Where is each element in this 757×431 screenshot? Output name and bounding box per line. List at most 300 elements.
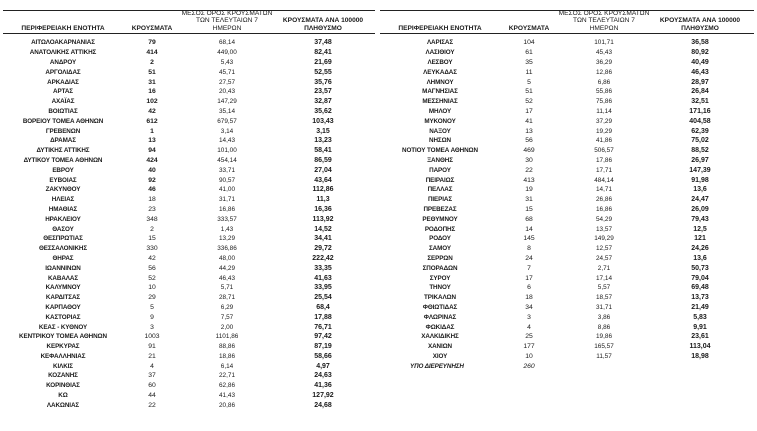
avg7-cell: 11,14 <box>596 107 612 115</box>
avg7-cell: 27,57 <box>219 78 235 86</box>
table-row <box>3 244 375 254</box>
avg7-cell: 75,86 <box>596 98 612 106</box>
table-row <box>3 293 375 303</box>
per100k-cell: 69,48 <box>691 284 709 292</box>
region-cell: ΝΟΤΙΟΥ ΤΟΜΕΑ ΑΘΗΝΩΝ <box>402 147 478 155</box>
region-cell: ΑΝΑΤΟΛΙΚΗΣ ΑΤΤΙΚΗΣ <box>29 49 97 57</box>
region-cell: ΜΥΚΟΝΟΥ <box>424 117 456 125</box>
avg7-cell: 149,29 <box>594 235 614 243</box>
avg7-cell: 2,71 <box>597 264 611 272</box>
per100k-cell: 75,02 <box>691 137 709 145</box>
cases-cell: 3 <box>150 323 154 331</box>
table-header <box>380 11 754 34</box>
avg7-cell: 20,43 <box>219 88 235 96</box>
per100k-cell: 11,3 <box>316 196 330 204</box>
table-row <box>380 175 754 185</box>
region-cell: ΚΑΡΔΙΤΣΑΣ <box>45 294 81 302</box>
table-row <box>3 185 375 195</box>
region-cell: ΚΕΑΣ - ΚΥΘΝΟΥ <box>38 323 88 331</box>
avg7-cell: 12,86 <box>596 68 612 76</box>
per100k-cell: 222,42 <box>312 254 334 262</box>
cases-cell: 14 <box>525 225 533 233</box>
table-row <box>380 322 754 332</box>
cases-cell: 8 <box>527 245 531 253</box>
table-row <box>3 116 375 126</box>
avg7-cell: 336,86 <box>217 245 237 253</box>
avg7-cell: 2,00 <box>220 323 234 331</box>
per100k-cell: 113,04 <box>689 343 711 351</box>
avg7-cell: 36,29 <box>596 58 612 66</box>
region-cell: ΚΕΡΚΥΡΑΣ <box>46 343 80 351</box>
table-row <box>3 156 375 166</box>
cases-cell: 348 <box>146 215 158 223</box>
cases-cell: 5 <box>150 303 154 311</box>
table-row <box>380 254 754 264</box>
avg7-cell: 31,71 <box>219 196 235 204</box>
table-row <box>3 126 375 136</box>
cases-cell: 3 <box>527 313 531 321</box>
cases-cell: 424 <box>146 156 158 164</box>
table-row <box>380 293 754 303</box>
region-cell: ΠΕΙΡΑΙΩΣ <box>425 176 455 184</box>
cases-cell: 102 <box>146 98 158 106</box>
region-cell: ΘΗΡΑΣ <box>52 254 74 262</box>
avg7-cell: 88,86 <box>219 343 235 351</box>
avg7-cell: 90,57 <box>219 176 235 184</box>
avg7-cell: 165,57 <box>594 343 614 351</box>
cases-cell: 104 <box>523 39 535 47</box>
region-cell: ΚΕΝΤΡΙΚΟΥ ΤΟΜΕΑ ΑΘΗΝΩΝ <box>19 333 107 341</box>
per100k-cell: 26,09 <box>691 205 709 213</box>
cases-cell: 19 <box>525 186 533 194</box>
region-cell: ΘΑΣΟΥ <box>52 225 74 233</box>
cases-cell: 5 <box>527 78 531 86</box>
per100k-cell: 27,04 <box>314 166 332 174</box>
per100k-cell: 24,63 <box>314 372 332 380</box>
per100k-cell: 113,92 <box>312 215 334 223</box>
table-row <box>380 58 754 68</box>
per100k-cell: 23,61 <box>691 333 709 341</box>
header-cases: ΚΡΟΥΣΜΑΤΑ <box>131 24 173 32</box>
cases-cell: 56 <box>148 264 156 272</box>
table-row <box>380 283 754 293</box>
per100k-cell: 68,4 <box>316 303 330 311</box>
cases-cell: 21 <box>148 352 156 360</box>
region-cell: ΗΡΑΚΛΕΙΟΥ <box>45 215 81 223</box>
region-cell: ΣΥΡΟΥ <box>429 274 451 282</box>
region-cell: ΛΗΜΝΟΥ <box>426 78 454 86</box>
per100k-cell: 171,16 <box>689 107 711 115</box>
cases-cell: 16 <box>148 88 156 96</box>
avg7-cell: 16,86 <box>219 205 235 213</box>
table-row <box>380 214 754 224</box>
cases-cell: 6 <box>527 284 531 292</box>
cases-cell: 40 <box>148 166 156 174</box>
avg7-cell: 5,57 <box>597 284 611 292</box>
region-cell: ΡΕΘΥΜΝΟΥ <box>422 215 458 223</box>
cases-cell: 30 <box>525 156 533 164</box>
avg7-cell: 41,43 <box>219 392 235 400</box>
region-cell: ΛΑΣΙΘΙΟΥ <box>425 49 455 57</box>
avg7-cell: 46,43 <box>219 274 235 282</box>
region-cell: ΡΟΔΟΥ <box>429 235 451 243</box>
region-cell: ΤΗΝΟΥ <box>429 284 451 292</box>
region-cell: ΜΗΛΟΥ <box>428 107 452 115</box>
cases-cell: 56 <box>525 137 533 145</box>
region-cell: ΛΑΚΩΝΙΑΣ <box>46 401 80 409</box>
cases-cell: 612 <box>146 117 158 125</box>
avg7-cell: 101,71 <box>594 39 614 47</box>
region-cell: ΑΡΤΑΣ <box>53 88 73 96</box>
cases-cell: 60 <box>148 382 156 390</box>
region-cell: ΑΧΑΪΑΣ <box>51 98 75 106</box>
cases-cell: 31 <box>525 196 533 204</box>
per100k-cell: 23,57 <box>314 88 332 96</box>
avg7-cell: 1101,86 <box>215 333 239 341</box>
avg7-cell: 41,86 <box>596 137 612 145</box>
table-row <box>380 48 754 58</box>
per100k-cell: 36,58 <box>691 39 709 47</box>
avg7-cell: 33,71 <box>219 166 235 174</box>
per100k-cell: 32,51 <box>691 98 709 106</box>
region-cell: ΑΙΤΩΛΟΑΚΑΡΝΑΝΙΑΣ <box>31 39 95 47</box>
avg7-cell: 13,29 <box>219 235 235 243</box>
region-cell: ΛΕΥΚΑΔΑΣ <box>423 68 457 76</box>
region-cell: ΑΡΓΟΛΙΔΑΣ <box>45 68 81 76</box>
region-cell: ΡΟΔΟΠΗΣ <box>424 225 456 233</box>
per100k-cell: 18,98 <box>691 352 709 360</box>
per100k-cell: 25,54 <box>314 294 332 302</box>
cases-cell: 469 <box>523 147 535 155</box>
region-cell: ΘΕΣΠΡΩΤΙΑΣ <box>43 235 83 243</box>
avg7-cell: 333,57 <box>217 215 237 223</box>
cases-cell: 37 <box>148 372 156 380</box>
table-row <box>380 332 754 342</box>
avg7-cell: 16,86 <box>596 205 612 213</box>
cases-cell: 23 <box>148 205 156 213</box>
cases-cell: 31 <box>148 78 156 86</box>
table-row <box>3 87 375 97</box>
region-cell: ΔΡΑΜΑΣ <box>50 137 76 145</box>
avg7-cell: 11,57 <box>596 352 612 360</box>
region-cell: ΚΑΣΤΟΡΙΑΣ <box>45 313 81 321</box>
avg7-cell: 147,29 <box>217 98 237 106</box>
avg7-cell: 3,14 <box>220 127 234 135</box>
header-region: ΠΕΡΙΦΕΡΕΙΑΚΗ ΕΝΟΤΗΤΑ <box>398 24 482 32</box>
per100k-cell: 14,52 <box>314 225 332 233</box>
per100k-cell: 33,95 <box>314 284 332 292</box>
avg7-cell: 14,71 <box>596 186 612 194</box>
avg7-cell: 17,14 <box>596 274 612 282</box>
region-cell: ΑΡΚΑΔΙΑΣ <box>47 78 79 86</box>
table-row <box>380 185 754 195</box>
region-cell: ΜΑΓΝΗΣΙΑΣ <box>422 88 458 96</box>
region-cell: ΚΟΡΙΝΘΙΑΣ <box>46 382 80 390</box>
table-row <box>3 322 375 332</box>
region-cell: ΣΑΜΟΥ <box>429 245 451 253</box>
avg7-cell: 24,57 <box>596 254 612 262</box>
table-row <box>380 146 754 156</box>
cases-cell: 15 <box>148 235 156 243</box>
per100k-cell: 21,69 <box>314 58 332 66</box>
cases-cell: 10 <box>148 284 156 292</box>
cases-cell: 18 <box>525 294 533 302</box>
region-cell: ΒΟΙΩΤΙΑΣ <box>48 107 78 115</box>
per100k-cell: 40,49 <box>691 58 709 66</box>
region-cell: ΕΥΒΟΙΑΣ <box>49 176 77 184</box>
region-cell: ΒΟΡΕΙΟΥ ΤΟΜΕΑ ΑΘΗΝΩΝ <box>22 117 104 125</box>
avg7-cell: 506,57 <box>594 147 614 155</box>
region-cell: ΧΑΛΚΙΔΙΚΗΣ <box>421 333 459 341</box>
avg7-cell: 7,57 <box>220 313 234 321</box>
per100k-cell: 28,97 <box>691 78 709 86</box>
cases-cell: 4 <box>527 323 531 331</box>
per100k-cell: 21,49 <box>691 303 709 311</box>
per100k-cell: 26,97 <box>691 156 709 164</box>
per100k-cell: 87,19 <box>314 343 332 351</box>
per100k-cell: 26,84 <box>691 88 709 96</box>
region-cell: ΣΕΡΡΩΝ <box>427 254 453 262</box>
cases-cell: 2 <box>150 58 154 66</box>
per100k-cell: 62,39 <box>691 127 709 135</box>
avg7-cell: 48,00 <box>219 254 235 262</box>
per100k-cell: 80,92 <box>691 49 709 57</box>
table-row <box>380 312 754 322</box>
avg7-cell: 18,86 <box>219 352 235 360</box>
avg7-cell: 41,00 <box>219 186 235 194</box>
cases-cell: 41 <box>525 117 533 125</box>
cases-cell: 260 <box>523 362 535 370</box>
region-cell: ΚΙΛΚΙΣ <box>53 362 73 370</box>
region-cell: ΚΟΖΑΝΗΣ <box>48 372 78 380</box>
region-cell: ΝΗΣΩΝ <box>429 137 451 145</box>
table-row <box>380 136 754 146</box>
table-row <box>3 97 375 107</box>
region-cell: ΚΕΦΑΛΛΗΝΙΑΣ <box>40 352 86 360</box>
avg7-cell: 55,86 <box>596 88 612 96</box>
cases-cell: 44 <box>148 392 156 400</box>
table-row <box>380 116 754 126</box>
per100k-cell: 24,47 <box>691 196 709 204</box>
region-cell: ΦΘΙΩΤΙΔΑΣ <box>422 303 458 311</box>
per100k-cell: 76,71 <box>314 323 332 331</box>
cases-cell: 145 <box>523 235 535 243</box>
avg7-cell: 484,14 <box>594 176 614 184</box>
avg7-cell: 101,00 <box>217 147 237 155</box>
table-row <box>3 136 375 146</box>
under-investigation-row <box>380 361 754 371</box>
region-cell: ΔΥΤΙΚΟΥ ΤΟΜΕΑ ΑΘΗΝΩΝ <box>23 156 103 164</box>
avg7-cell: 449,00 <box>217 49 237 57</box>
avg7-cell: 12,57 <box>596 245 612 253</box>
region-cell: ΠΡΕΒΕΖΑΣ <box>423 205 457 213</box>
per100k-cell: 147,39 <box>689 166 711 174</box>
cases-cell: 1003 <box>144 333 160 341</box>
per100k-cell: 29,72 <box>314 245 332 253</box>
avg7-cell: 679,57 <box>217 117 237 125</box>
table-row <box>380 352 754 362</box>
avg7-cell: 6,29 <box>220 303 234 311</box>
cases-cell: 52 <box>525 98 533 106</box>
avg7-cell: 44,29 <box>219 264 235 272</box>
per100k-cell: 58,41 <box>314 147 332 155</box>
region-cell: ΚΑΛΥΜΝΟΥ <box>45 284 81 292</box>
avg7-cell: 5,71 <box>220 284 234 292</box>
avg7-cell: 20,86 <box>219 401 235 409</box>
table-row <box>3 273 375 283</box>
avg7-cell: 454,14 <box>217 156 237 164</box>
table-row <box>3 400 375 410</box>
cases-cell: 18 <box>148 196 156 204</box>
cases-cell: 414 <box>146 49 158 57</box>
region-cell: ΚΑΡΠΑΘΟΥ <box>45 303 81 311</box>
avg7-cell: 14,43 <box>219 137 235 145</box>
cases-cell: 94 <box>148 147 156 155</box>
per100k-cell: 35,62 <box>314 107 332 115</box>
per100k-cell: 97,42 <box>314 333 332 341</box>
per100k-cell: 24,26 <box>691 245 709 253</box>
header-avg7: ΜΕΣΟΣ ΟΡΟΣ ΚΡΟΥΣΜΑΤΩΝ ΤΩΝ ΤΕΛΕΥΤΑΙΩΝ 7 ΗΜΕΡΩΝ <box>181 9 273 32</box>
avg7-cell: 17,71 <box>596 166 612 174</box>
cases-cell: 2 <box>150 225 154 233</box>
per100k-cell: 13,23 <box>314 137 332 145</box>
table-row <box>380 263 754 273</box>
table-row <box>3 205 375 215</box>
avg7-cell: 3,86 <box>597 313 611 321</box>
per100k-cell: 4,97 <box>316 362 330 370</box>
header-avg7: ΜΕΣΟΣ ΟΡΟΣ ΚΡΟΥΣΜΑΤΩΝ ΤΩΝ ΤΕΛΕΥΤΑΙΩΝ 7 ΗΜΕΡΩΝ <box>558 9 650 32</box>
table-row <box>3 214 375 224</box>
per100k-cell: 91,98 <box>691 176 709 184</box>
table-row <box>3 234 375 244</box>
table-row <box>3 361 375 371</box>
region-cell: ΠΕΛΛΑΣ <box>427 186 453 194</box>
per100k-cell: 58,66 <box>314 352 332 360</box>
avg7-cell: 17,86 <box>596 156 612 164</box>
table-row <box>380 195 754 205</box>
cases-cell: 17 <box>525 274 533 282</box>
cases-cell: 51 <box>525 88 533 96</box>
avg7-cell: 37,29 <box>596 117 612 125</box>
per100k-cell: 12,5 <box>693 225 707 233</box>
avg7-cell: 1,43 <box>220 225 234 233</box>
avg7-cell: 6,14 <box>220 362 234 370</box>
region-cell: ΠΙΕΡΙΑΣ <box>427 196 453 204</box>
header-per100k: ΚΡΟΥΣΜΑΤΑ ΑΝΑ 100000 ΠΛΗΘΥΣΜΟ <box>659 17 741 32</box>
avg7-cell: 45,43 <box>596 49 612 57</box>
cases-cell: 22 <box>525 166 533 174</box>
table-row <box>380 244 754 254</box>
table-row <box>380 165 754 175</box>
cases-cell: 15 <box>525 205 533 213</box>
cases-table-right <box>380 10 754 371</box>
cases-cell: 92 <box>148 176 156 184</box>
cases-cell: 34 <box>525 303 533 311</box>
region-cell: ΖΑΚΥΝΘΟΥ <box>45 186 81 194</box>
region-cell: ΥΠΟ ΔΙΕΡΕΥΝΗΣΗ <box>410 362 464 370</box>
avg7-cell: 22,71 <box>219 372 235 380</box>
table-row <box>3 38 375 48</box>
avg7-cell: 68,14 <box>219 39 235 47</box>
table-row <box>3 195 375 205</box>
per100k-cell: 24,68 <box>314 401 332 409</box>
table-row <box>3 352 375 362</box>
region-cell: ΧΑΝΙΩΝ <box>427 343 453 351</box>
table-row <box>3 371 375 381</box>
avg7-cell: 18,57 <box>596 294 612 302</box>
avg7-cell: 28,71 <box>219 294 235 302</box>
region-cell: ΦΩΚΙΔΑΣ <box>425 323 455 331</box>
header-cases: ΚΡΟΥΣΜΑΤΑ <box>508 24 550 32</box>
table-row <box>380 87 754 97</box>
region-cell: ΞΑΝΘΗΣ <box>427 156 453 164</box>
cases-cell: 11 <box>525 68 533 76</box>
table-row <box>380 77 754 87</box>
table-row <box>3 146 375 156</box>
avg7-cell: 45,71 <box>219 68 235 76</box>
per100k-cell: 16,36 <box>314 205 332 213</box>
table-row <box>380 224 754 234</box>
per100k-cell: 404,58 <box>689 117 711 125</box>
per100k-cell: 41,36 <box>314 382 332 390</box>
region-cell: ΚΑΒΑΛΑΣ <box>47 274 79 282</box>
per100k-cell: 13,73 <box>691 294 709 302</box>
region-cell: ΙΩΑΝΝΙΝΩΝ <box>45 264 81 272</box>
table-row <box>380 303 754 313</box>
avg7-cell: 13,57 <box>596 225 612 233</box>
avg7-cell: 35,14 <box>219 107 235 115</box>
cases-cell: 25 <box>525 333 533 341</box>
per100k-cell: 86,59 <box>314 156 332 164</box>
cases-cell: 13 <box>148 137 156 145</box>
per100k-cell: 112,86 <box>312 186 334 194</box>
per100k-cell: 46,43 <box>691 68 709 76</box>
table-body <box>3 34 375 410</box>
per100k-cell: 13,6 <box>693 254 707 262</box>
table-row <box>3 58 375 68</box>
per100k-cell: 5,83 <box>693 313 707 321</box>
region-cell: ΛΕΣΒΟΥ <box>427 58 453 66</box>
per100k-cell: 3,15 <box>316 127 330 135</box>
region-cell: ΣΠΟΡΑΔΩΝ <box>422 264 458 272</box>
per100k-cell: 17,88 <box>314 313 332 321</box>
per100k-cell: 79,04 <box>691 274 709 282</box>
per100k-cell: 103,43 <box>312 117 334 125</box>
table-row <box>3 175 375 185</box>
region-cell: ΠΑΡΟΥ <box>429 166 451 174</box>
avg7-cell: 5,43 <box>220 58 234 66</box>
cases-cell: 13 <box>525 127 533 135</box>
cases-cell: 61 <box>525 49 533 57</box>
region-cell: ΦΛΩΡΙΝΑΣ <box>423 313 457 321</box>
cases-cell: 91 <box>148 343 156 351</box>
avg7-cell: 54,29 <box>596 215 612 223</box>
per100k-cell: 43,64 <box>314 176 332 184</box>
table-header <box>3 11 375 34</box>
region-cell: ΚΩ <box>58 392 68 400</box>
per100k-cell: 88,52 <box>691 147 709 155</box>
table-row <box>3 67 375 77</box>
per100k-cell: 79,43 <box>691 215 709 223</box>
cases-cell: 413 <box>523 176 535 184</box>
per100k-cell: 32,87 <box>314 98 332 106</box>
region-cell: ΛΑΡΙΣΑΣ <box>426 39 454 47</box>
per100k-cell: 35,76 <box>314 78 332 86</box>
region-cell: ΤΡΙΚΑΛΩΝ <box>424 294 456 302</box>
table-row <box>3 303 375 313</box>
table-row <box>3 312 375 322</box>
cases-cell: 17 <box>525 107 533 115</box>
